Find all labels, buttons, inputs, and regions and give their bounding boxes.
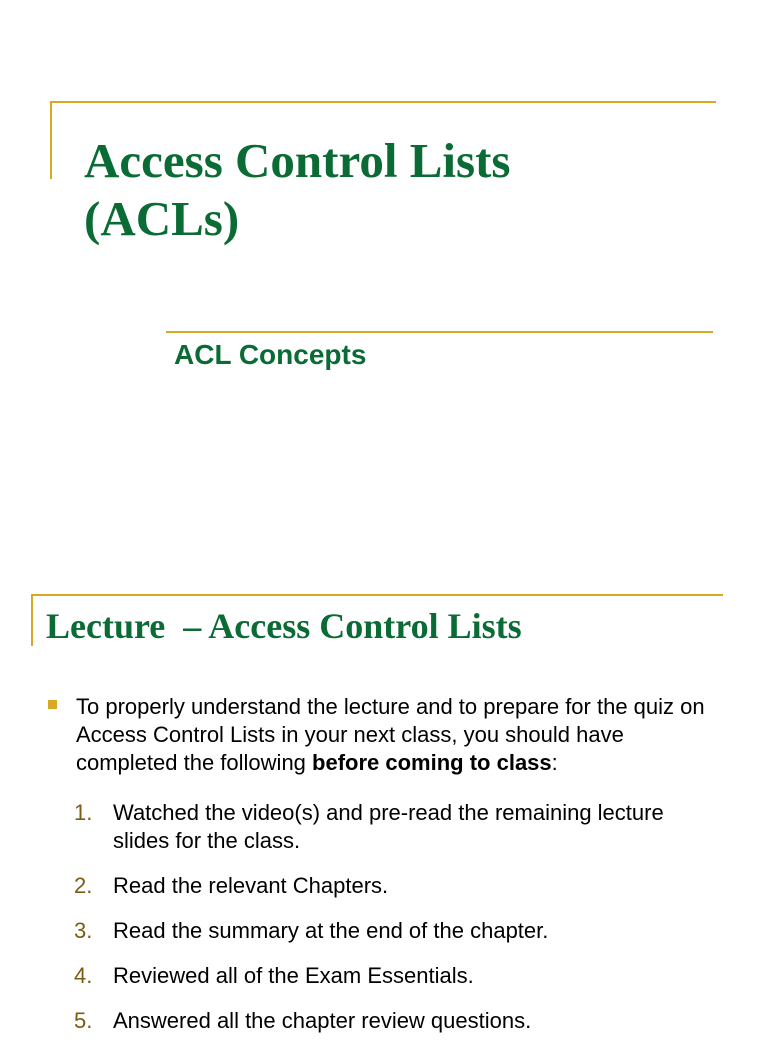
- intro-end-punctuation: :: [551, 750, 558, 775]
- step-text: Read the relevant Chapters.: [113, 873, 389, 898]
- subtitle-rule: [166, 331, 713, 333]
- slide-subtitle: ACL Concepts: [174, 339, 367, 370]
- step-number: 1.: [74, 800, 93, 825]
- slide-title-line-1: Access Control Lists: [84, 133, 511, 188]
- step-text: Read the summary at the end of the chapter.: [113, 918, 549, 943]
- intro-bold-text: before coming to class: [312, 750, 552, 775]
- step-text: Reviewed all of the Exam Essentials.: [113, 963, 474, 988]
- step-text: Answered all the chapter review questions.: [113, 1008, 532, 1033]
- step-number: 4.: [74, 963, 93, 988]
- slide-title: [84, 132, 724, 248]
- list-item: [0, 917, 768, 945]
- step-number: 2.: [74, 873, 93, 898]
- step-text: Watched the video(s) and pre-read the remaining lecture slides for the class.: [113, 800, 664, 853]
- steps-list: [0, 799, 768, 1052]
- slide-title-line-2: (ACLs): [84, 191, 240, 246]
- title-left-rule: [50, 101, 52, 179]
- intro-text: To properly understand the lecture and to prepare for the quiz on Access Control Lists in your next class, you should have completed the following: [76, 694, 705, 775]
- title-slide: [0, 0, 768, 512]
- bullet-square-icon: [48, 700, 57, 709]
- lecture-left-rule: [31, 594, 33, 646]
- step-number: 5.: [74, 1008, 93, 1033]
- list-item: [0, 1007, 768, 1035]
- list-item: [0, 872, 768, 900]
- list-item: [0, 962, 768, 990]
- title-top-rule: [50, 101, 716, 103]
- lecture-title: Lecture – Access Control Lists: [46, 606, 522, 646]
- list-item: [0, 799, 768, 855]
- lecture-slide: [0, 512, 768, 1033]
- step-number: 3.: [74, 918, 93, 943]
- lecture-top-rule: [31, 594, 723, 596]
- intro-paragraph: [76, 693, 726, 777]
